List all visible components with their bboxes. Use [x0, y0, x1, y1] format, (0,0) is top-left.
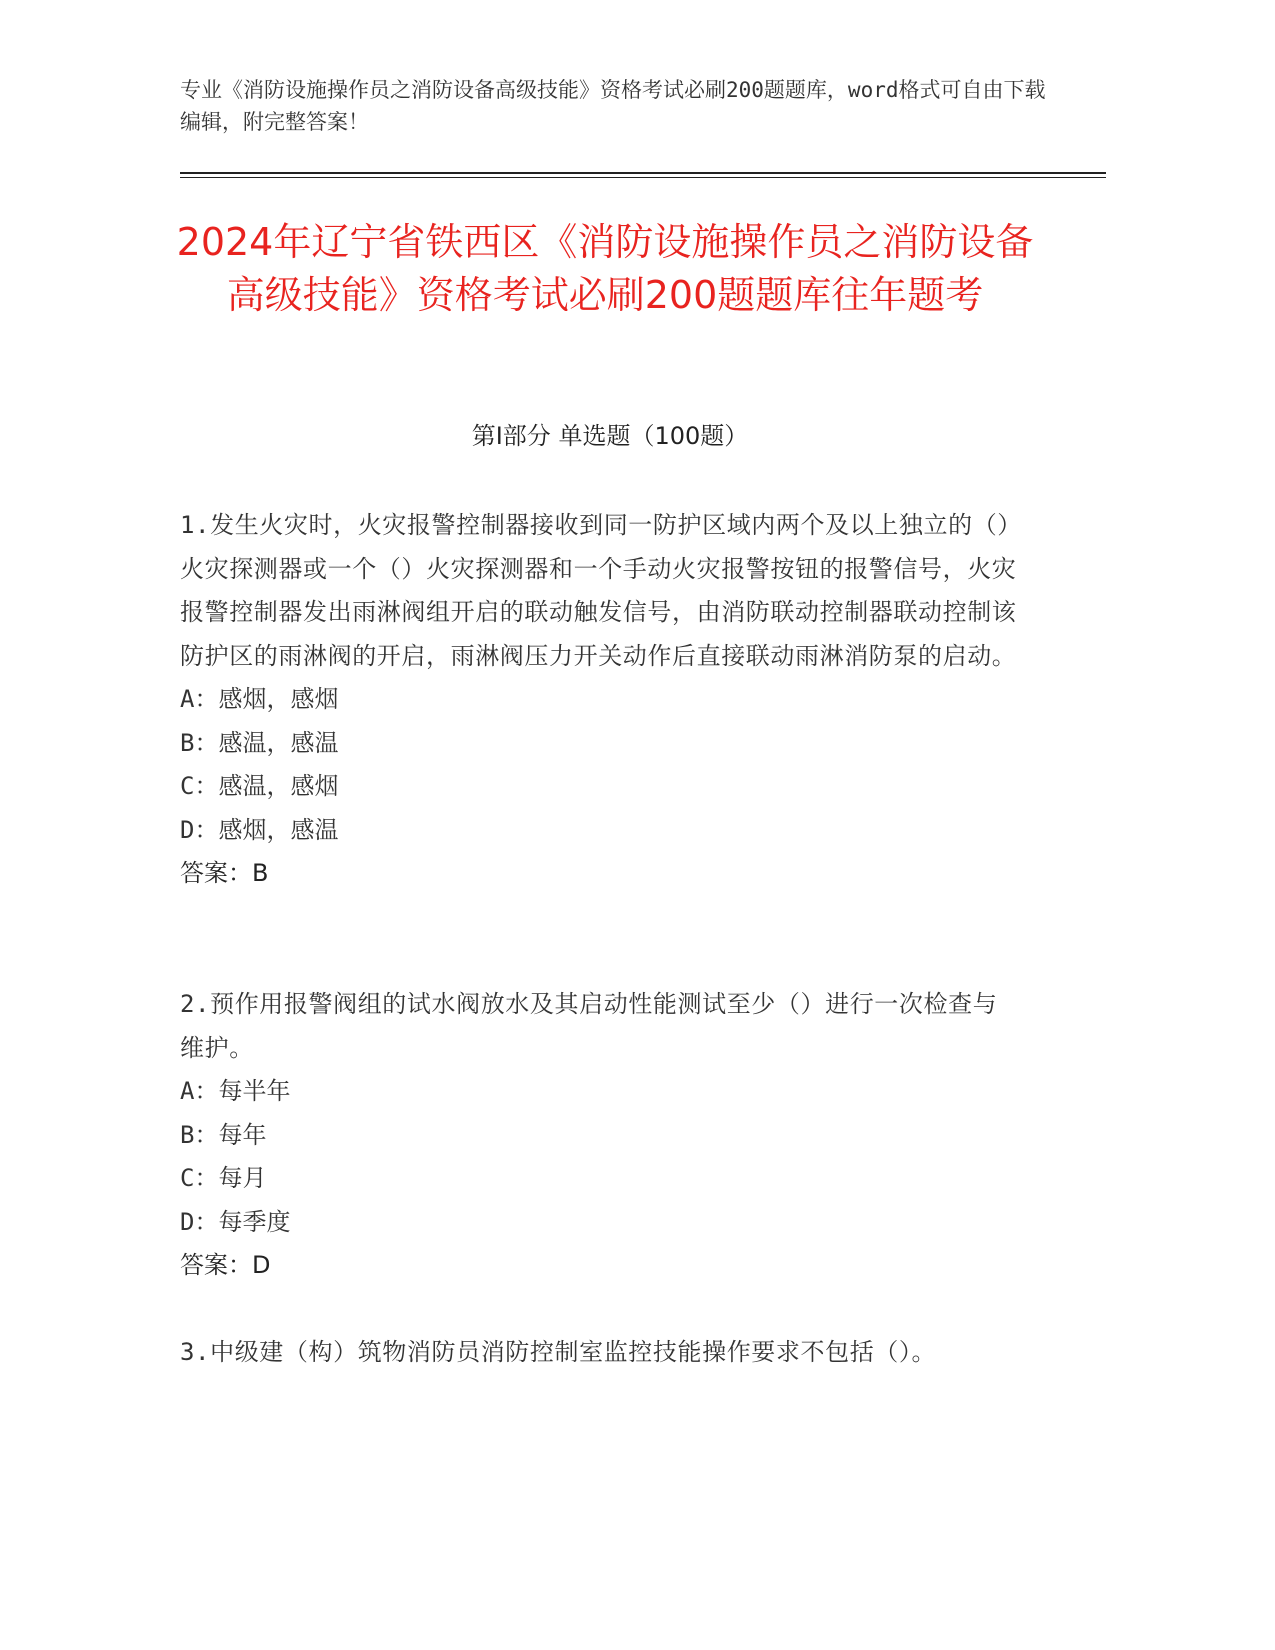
option-list — [180, 1070, 1020, 1244]
document-title: 2024年辽宁省铁西区《消防设施操作员之消防设备高级技能》资格考试必刷200题题库往年题考 — [176, 220, 1034, 317]
option-b: B：每年 — [180, 1120, 267, 1149]
answer: 答案：D — [180, 1251, 271, 1279]
question-stem: 3.中级建（构）筑物消防员消防控制室监控技能操作要求不包括（）。 — [180, 1338, 937, 1366]
question-stem: 2.预作用报警阀组的试水阀放水及其启动性能测试至少（）进行一次检查与维护。 — [180, 990, 998, 1062]
option-c: C：每月 — [180, 1164, 267, 1192]
header-rule-thick — [180, 172, 1106, 174]
option-list — [180, 678, 1020, 852]
option-d: D：感烟，感温 — [180, 815, 339, 844]
question-1 — [180, 504, 1020, 896]
question-2 — [180, 983, 1020, 1288]
question-3 — [180, 1331, 1020, 1375]
option-a: A：每半年 — [180, 1077, 291, 1105]
option-c: C：感温，感烟 — [180, 772, 339, 800]
section-heading: 第Ⅰ部分 单选题（100题） — [471, 422, 749, 450]
question-stem: 1.发生火灾时，火灾报警控制器接收到同一防护区域内两个及以上独立的（）火灾探测器或一个（）火灾探测器和一个手动火灾报警按钮的报警信号，火灾报警控制器发出雨淋阀组开启的联动触发信号，由消防联动控制器联动控制该防护区的雨淋阀的开启，雨淋阀压力开关动作后直接联动雨淋消防泵的启动。 — [180, 511, 1017, 670]
option-d: D：每季度 — [180, 1207, 291, 1236]
option-a: A：感烟，感烟 — [180, 685, 339, 713]
header-rule-thin — [180, 177, 1106, 178]
header-note: 专业《消防设施操作员之消防设备高级技能》资格考试必刷200题题库，word格式可自由下载编辑，附完整答案！ — [180, 78, 1046, 134]
option-b: B：感温，感温 — [180, 728, 339, 757]
answer: 答案：B — [180, 859, 269, 887]
